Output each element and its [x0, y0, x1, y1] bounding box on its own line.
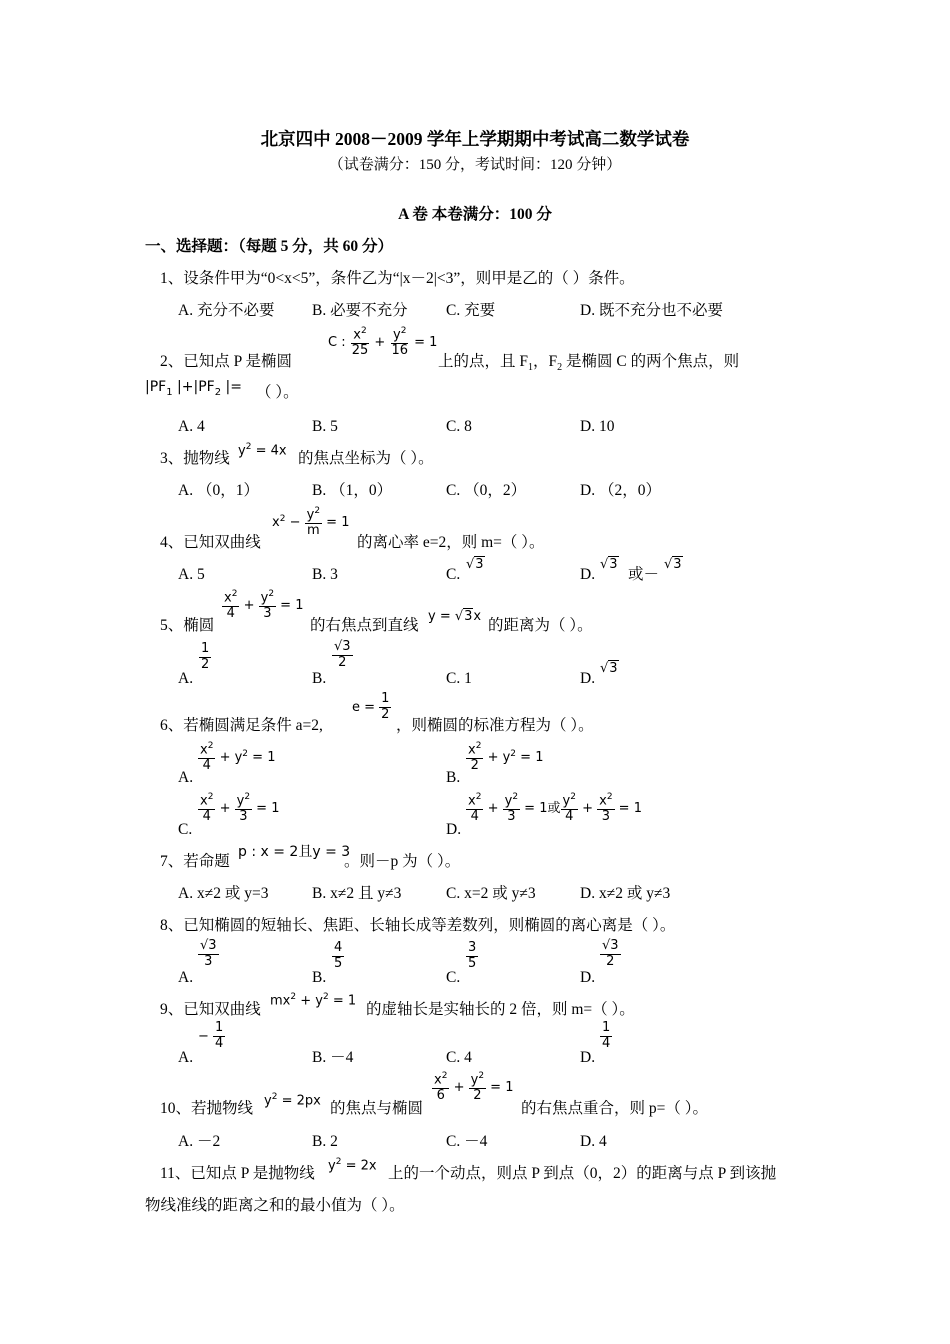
q2-focal-sum: $|PF_1$ $|+|PF_2$ |=: [145, 379, 242, 398]
q6-option-c: C.: [178, 821, 193, 838]
page-title: 北京四中 2008－2009 学年上学期期中考试高二数学试卷: [260, 129, 690, 149]
q4-option-c-value: √3: [466, 557, 484, 572]
q5-line-equation: y = √3x: [428, 609, 482, 624]
q4-option-a: A. 5: [178, 566, 205, 583]
q8-option-d: D.: [580, 969, 596, 986]
q7-proposition: p : x = 2且y = 3: [238, 844, 351, 860]
q4-option-c: C.: [446, 566, 461, 583]
q9-option-a: A.: [178, 1049, 194, 1066]
q6-option-a: A.: [178, 769, 194, 786]
q3-option-b: B. （1，0）: [312, 482, 393, 499]
question-7-post: 。则－p 为（ ）。: [344, 853, 461, 870]
question-10-post: 的右焦点重合，则 p=（ ）。: [521, 1100, 708, 1117]
q8-option-b-value: $\frac{4}{5}$: [334, 940, 343, 971]
question-3-post: 的焦点坐标为（ ）。: [298, 450, 434, 467]
q4-option-d-or: 或－: [628, 566, 660, 583]
q8-option-a: A.: [178, 969, 194, 986]
question-10-pre: 10、若抛物线: [160, 1100, 254, 1117]
question-3-pre: 3、抛物线: [160, 450, 230, 467]
q10-parabola-equation: $y^2 = 2px$: [264, 1092, 321, 1109]
q6-option-c-equation: $\frac{x^2}{4}$ + $\frac{y^2}{3}$ = 1: [200, 792, 280, 825]
question-5-pre: 5、椭圆: [160, 617, 215, 634]
q8-option-a-value: $\frac{√3}{3}$: [200, 938, 217, 969]
q2-option-b: B. 5: [312, 418, 338, 435]
question-11-post: 上的一个动点，则点 P 到点（0，2）的距离与点 P 到该抛: [388, 1165, 777, 1182]
q9-hyperbola-equation: $mx^2 + y^2 = 1$: [270, 992, 357, 1009]
q7-option-b: B. x≠2 且 y≠3: [312, 885, 402, 902]
exam-info: （试卷满分：150 分，考试时间：120 分钟）: [328, 157, 622, 173]
question-9-pre: 9、已知双曲线: [160, 1001, 261, 1018]
q5-option-d-value: √3: [600, 661, 618, 676]
q4-option-b: B. 3: [312, 566, 338, 583]
q2-option-a: A. 4: [178, 418, 205, 435]
q10-option-d: D. 4: [580, 1133, 607, 1150]
question-2-blank: （ ）。: [256, 384, 299, 401]
question-5-mid: 的右焦点到直线: [310, 617, 419, 634]
q10-option-a: A. －2: [178, 1133, 221, 1150]
question-4-pre: 4、已知双曲线: [160, 534, 261, 551]
question-2-pre: 2、已知点 P 是椭圆: [160, 353, 293, 370]
q1-option-b: B. 必要不充分: [312, 302, 408, 319]
q5-option-a: A.: [178, 670, 194, 687]
question-1: 1、设条件甲为“0<x<5”，条件乙为“|x－2|<3”，则甲是乙的（ ）条件。: [160, 270, 635, 287]
part-heading: A 卷 本卷满分：100 分: [398, 206, 552, 223]
question-6-post: ，则椭圆的标准方程为（ ）。: [396, 717, 594, 734]
q5-option-a-value: $\frac{1}{2}$: [201, 641, 210, 672]
question-11-line-2: 物线准线的距离之和的最小值为（ ）。: [145, 1197, 405, 1214]
q10-ellipse-equation: $\frac{x^2}{6}$ + $\frac{y^2}{2}$ = 1: [434, 1071, 514, 1104]
q4-option-d-sqrt-2: √3: [664, 557, 682, 572]
question-10-mid: 的焦点与椭圆: [330, 1100, 424, 1117]
question-6-pre: 6、若椭圆满足条件 a=2,: [160, 717, 323, 734]
q6-option-d-equation: $\frac{x^2}{4}$ + $\frac{y^2}{3}$ = 1或 $\frac{y^2}{4}$ + $\frac{x^2}{3}$ = 1: [468, 792, 642, 825]
q2-option-c: C. 8: [446, 418, 472, 435]
q8-option-b: B.: [312, 969, 327, 986]
section-heading: 一、选择题：（每题 5 分，共 60 分）: [145, 238, 394, 255]
q5-option-d: D.: [580, 670, 596, 687]
q9-option-d-value: $\frac{1}{4}$: [602, 1020, 611, 1051]
q5-option-b: B.: [312, 670, 327, 687]
q5-option-c: C. 1: [446, 670, 472, 687]
q9-option-d: D.: [580, 1049, 596, 1066]
q8-option-c: C.: [446, 969, 461, 986]
q6-eccentricity: e = $\frac{1}{2}$: [352, 691, 390, 722]
question-4-post: 的离心率 e=2，则 m=（ ）。: [357, 534, 545, 551]
q6-option-b: B.: [446, 769, 461, 786]
q8-option-c-value: $\frac{3}{5}$: [468, 940, 477, 971]
q1-option-c: C. 充要: [446, 302, 496, 319]
q4-hyperbola-equation: $x^2$ − $\frac{y^2}{m}$ = 1: [272, 506, 350, 539]
q4-option-d-sqrt: √3: [600, 557, 618, 572]
q10-option-b: B. 2: [312, 1133, 338, 1150]
q8-option-d-value: $\frac{√3}{2}$: [602, 938, 619, 969]
question-9-post: 的虚轴长是实轴长的 2 倍，则 m=（ ）。: [366, 1001, 635, 1018]
q4-option-d: D.: [580, 566, 596, 583]
q11-parabola-equation: $y^2 = 2x$: [328, 1157, 377, 1174]
question-2-mid: 上的点，且 $F_1$，$F_2$ 是椭圆 C 的两个焦点，则: [438, 353, 740, 374]
question-7-pre: 7、若命题: [160, 853, 230, 870]
q2-ellipse-equation: C : $\frac{x^2}{25}$ + $\frac{y^2}{16}$ = 1: [328, 326, 438, 359]
q3-option-c: C. （0，2）: [446, 482, 527, 499]
q7-option-a: A. x≠2 或 y=3: [178, 885, 269, 902]
q3-parabola-equation: $y^2 = 4x$: [238, 442, 287, 459]
q10-option-c: C. －4: [446, 1133, 488, 1150]
q3-option-d: D. （2，0）: [580, 482, 661, 499]
q7-option-c: C. x=2 或 y≠3: [446, 885, 536, 902]
q6-option-b-equation: $\frac{x^2}{2}$ + $y^2 = 1$: [468, 741, 544, 774]
q1-option-a: A. 充分不必要: [178, 302, 275, 319]
q9-option-c: C. 4: [446, 1049, 472, 1066]
q5-ellipse-equation: $\frac{x^2}{4}$ + $\frac{y^2}{3}$ = 1: [224, 589, 304, 622]
q9-option-b: B. －4: [312, 1049, 354, 1066]
q3-option-a: A. （0，1）: [178, 482, 259, 499]
question-5-post: 的距离为（ ）。: [488, 617, 593, 634]
q9-option-a-value: − $\frac{1}{4}$: [198, 1020, 224, 1051]
q2-option-d: D. 10: [580, 418, 615, 435]
q1-option-d: D. 既不充分也不必要: [580, 302, 723, 319]
question-11-pre: 11、已知点 P 是抛物线: [160, 1165, 315, 1182]
q7-option-d: D. x≠2 或 y≠3: [580, 885, 671, 902]
q6-option-d: D.: [446, 821, 462, 838]
q6-option-a-equation: $\frac{x^2}{4}$ + $y^2 = 1$: [200, 741, 276, 774]
question-8: 8、已知椭圆的短轴长、焦距、长轴长成等差数列，则椭圆的离心离是（ ）。: [160, 917, 676, 934]
q5-option-b-value: $\frac{√3}{2}$: [334, 639, 351, 670]
